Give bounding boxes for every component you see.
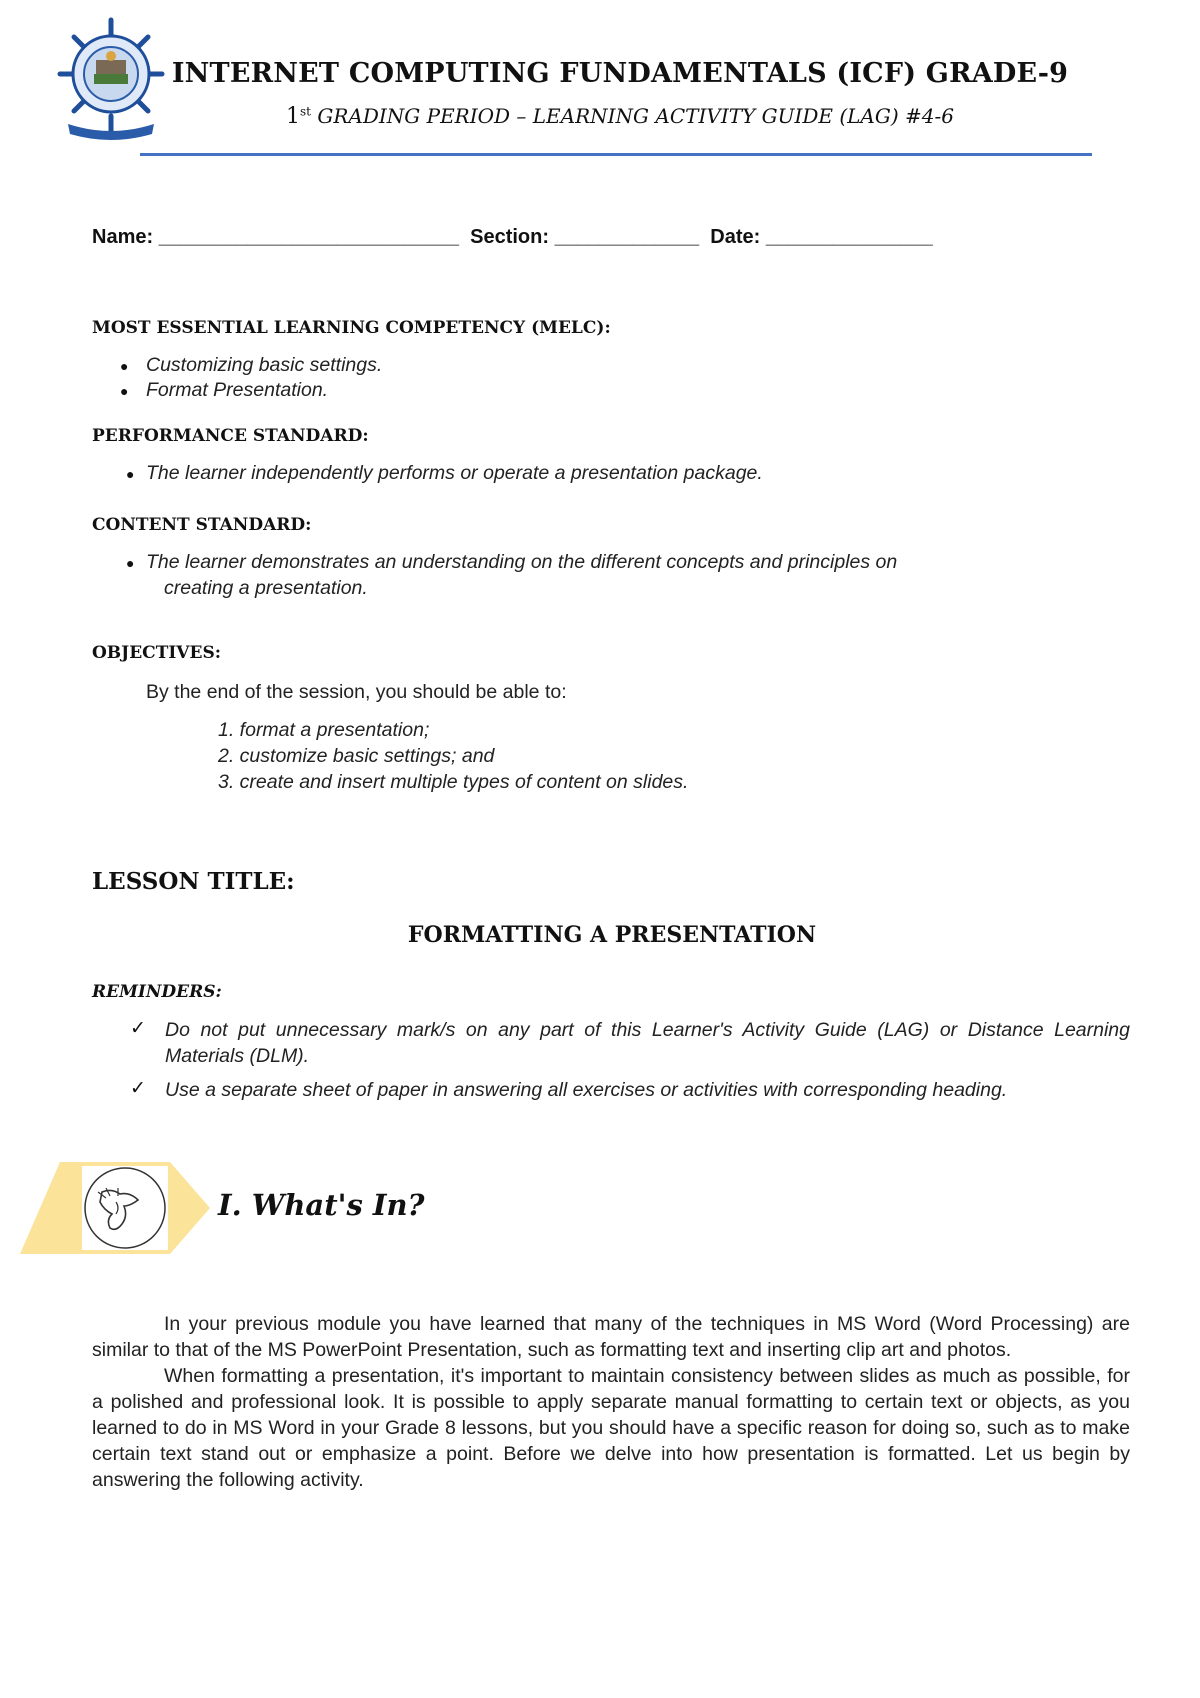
melc-item: Format Presentation. [146,379,329,401]
content-heading: CONTENT STANDARD: [92,515,312,535]
subtitle-number: 1 [286,104,301,129]
performance-item: The learner independently performs or operate a presentation package. [146,462,763,484]
paragraph: When formatting a presentation, it's important to maintain consistency between slides as much as possible, for a polished and professional look. It is possible to apply separate manual formatting to certain text or objects, as you learned to do in MS Word in your Grade 8 lessons, but you should have a specific reason for doing so, such as to make certain text stand out or emphasize a point. Before we delve into how presentation is formatted. Let us begin by answering the following activity. [92,1365,1130,1491]
objectives-heading: OBJECTIVES: [92,643,222,663]
objective-item: 2. customize basic settings; and [218,745,495,767]
checkmark-icon: ✓ [130,1078,146,1099]
melc-item: Customizing basic settings. [146,354,383,376]
content-item-line2: creating a presentation. [164,577,368,599]
performance-heading: PERFORMANCE STANDARD: [92,426,369,446]
header-rule [140,153,1092,156]
objective-item: 1. format a presentation; [218,719,430,741]
section-title: I. What's In? [218,1188,425,1222]
bullet-icon: ● [126,555,135,571]
bullet-icon: ● [126,466,135,482]
lesson-title-label: LESSON TITLE: [92,868,295,895]
document-subtitle [140,104,1100,129]
paragraph: In your previous module you have learned that many of the techniques in MS Word (Word Processing) are similar to that of the MS PowerPoint Presentation, such as formatting text and inserting clip art and photos. [92,1313,1130,1361]
checkmark-icon: ✓ [130,1018,146,1039]
subtitle-text: GRADING PERIOD – LEARNING ACTIVITY GUIDE (LAG) #4-6 [311,104,954,128]
lesson-name: FORMATTING A PRESENTATION [407,922,817,948]
content-item-line1: The learner demonstrates an understanding on the different concepts and principles on [146,551,898,573]
name-section-date-line: Name: ___________________________ Section: _____________ Date: _______________ [92,226,933,248]
bullet-icon: ● [120,358,129,374]
body-text [92,1311,1130,1493]
subtitle-ordinal: st [300,104,311,119]
reminders-heading: REMINDERS: [92,982,222,1002]
objective-item: 3. create and insert multiple types of content on slides. [218,771,689,793]
section-banner [20,1162,210,1254]
reminder-item: Use a separate sheet of paper in answering all exercises or activities with corresponding heading. [165,1079,1008,1101]
document-title: INTERNET COMPUTING FUNDAMENTALS (ICF) GRADE-9 [171,58,1069,89]
reminder-item: Do not put unnecessary mark/s on any part of this Learner's Activity Guide (LAG) or Distance Learning Materials (DLM). [165,1019,1130,1067]
melc-heading: MOST ESSENTIAL LEARNING COMPETENCY (MELC): [92,318,611,338]
objectives-intro: By the end of the session, you should be able to: [146,681,567,703]
bullet-icon: ● [120,383,129,399]
